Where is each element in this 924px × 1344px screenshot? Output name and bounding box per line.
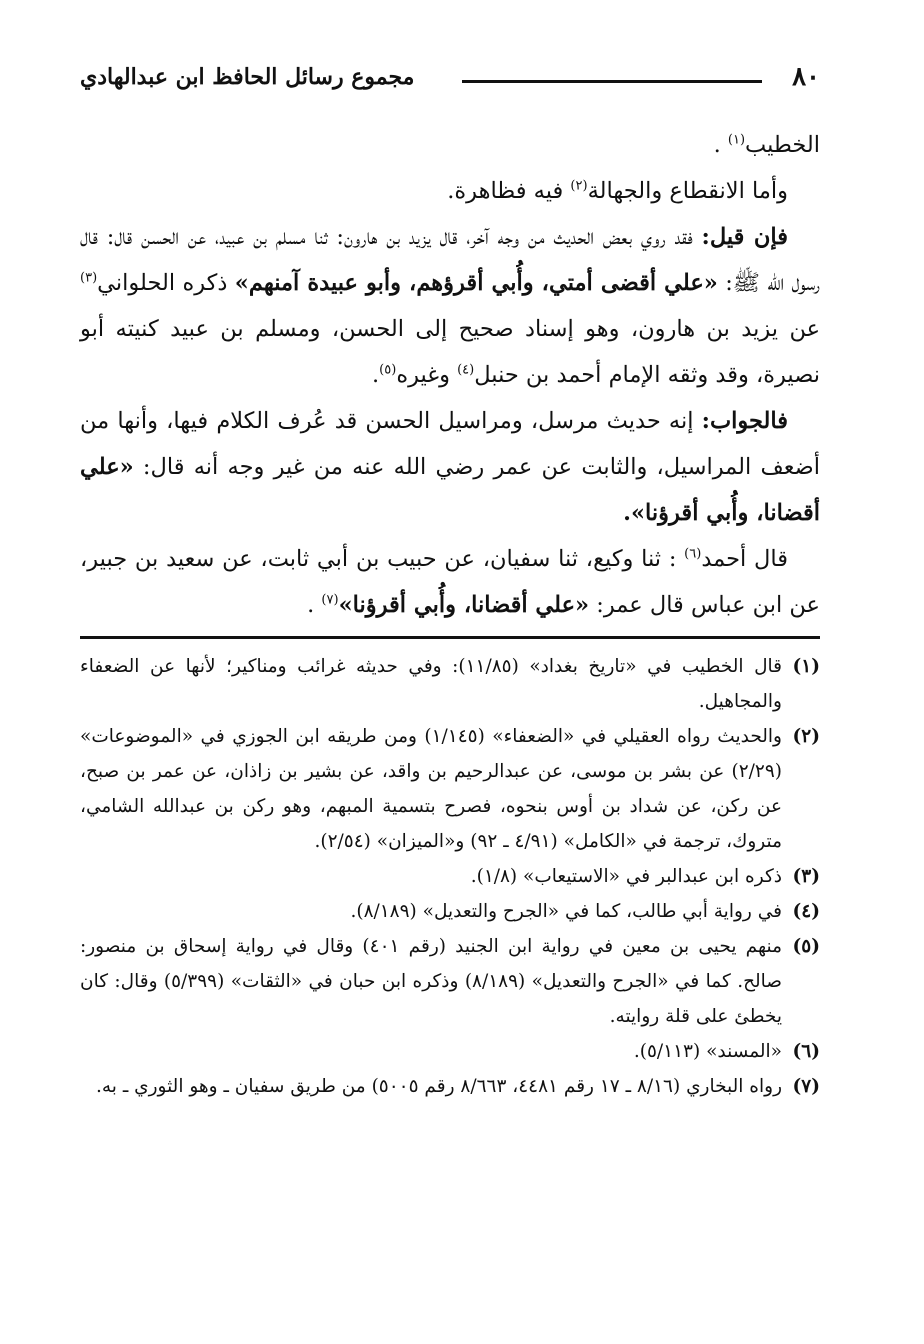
footnote-number: (٦) (792, 1041, 820, 1062)
footnote-ref: (٥) (379, 362, 397, 378)
footnote (80, 719, 820, 859)
footnote-text: «المسند» (٥/١١٣). (633, 1041, 782, 1062)
footnote (80, 859, 820, 894)
footnote (80, 929, 820, 1034)
footnote-text: قال الخطيب في «تاريخ بغداد» (١١/٨٥): وفي حديثه غرائب ومناكير؛ لأنها عن الضعفاء والمجاهيل. (80, 656, 782, 712)
footnote-text: في رواية أبي طالب، كما في «الجرح والتعديل» (٨/١٨٩). (350, 901, 782, 922)
footnote (80, 894, 820, 929)
footnote-text: والحديث رواه العقيلي في «الضعفاء» (١/١٤٥) ومن طريقه ابن الجوزي في «الموضوعات» (٢/٢٩) عن بشر بن موسى، عن عبدالرحيم بن واقد، عن بشير بن زاذان، عن عمر بن صبح، عن ركن، عن شداد بن أوس بنحوه، فصرح بتسمية المبهم، وهو ركن بن عبدالله الشامي، متروك، ترجمة في «الكامل» (٤/٩١ ـ ٩٢) و«الميزان» (٢/٥٤). (80, 726, 782, 852)
footnote-ref: (٤) (457, 362, 475, 378)
hadith-quote: «علي أقضانا، وأُبي أقرؤنا» (338, 592, 590, 618)
running-title: مجموع رسائل الحافظ ابن عبدالهادي (80, 64, 415, 90)
footnotes (80, 649, 820, 1104)
text: ذكره الحلواني (97, 270, 235, 296)
footnote-ref: (١) (727, 132, 746, 148)
hadith-quote: «علي أقضى أمتي، وأُبي أقرؤهم، وأبو عبيدة آمنهم» (234, 270, 718, 296)
lead-word: فإن قيل: (701, 224, 788, 250)
text: قال أحمد (701, 546, 789, 572)
footnote (80, 649, 820, 719)
footnote-number: (٤) (792, 901, 820, 922)
lead-word: فالجواب: (701, 408, 788, 434)
text: وأما الانقطاع والجهالة (587, 178, 788, 204)
hadith-quote: «علي أقضانا، وأُبي أقرؤنا». (80, 454, 820, 526)
footnote-ref: (٢) (570, 178, 588, 194)
text: الخطيب (745, 132, 820, 158)
text: وغيره (396, 362, 458, 388)
text: فيه فظاهرة. (447, 178, 571, 204)
footnote-text: رواه البخاري (٨/١٦ ـ ١٧ رقم ٤٤٨١، ٨/٦٦٣ رقم ٥٠٠٥) من طريق سفيان ـ وهو الثوري ـ به. (96, 1076, 782, 1097)
page-number: ٨٠ (792, 62, 820, 92)
header-rule (462, 80, 762, 83)
footnote-text: ذكره ابن عبدالبر في «الاستيعاب» (١/٨). (470, 866, 782, 887)
footnote-number: (٥) (792, 936, 820, 957)
paragraph-1 (80, 122, 820, 168)
paragraph-3 (80, 214, 820, 398)
footnote-number: (١) (792, 656, 820, 677)
text: عن يزيد بن هارون، وهو إسناد صحيح إلى الحسن، ومسلم بن عبيد كنيته أبو نصيرة، وقد وثقه الإمام أحمد بن حنبل (80, 316, 820, 388)
text: فقد روي بعض الحديث من وجه آخر، قال يزيد بن هارون: ثنا مسلم بن عبيد، عن الحسن قال: قال رسول الله ﷺ: (80, 224, 821, 296)
paragraph-5 (80, 536, 820, 628)
footnote-number: (٢) (792, 726, 820, 747)
text: إنه حديث مرسل، ومراسيل الحسن قد عُرف الكلام فيها، وأنها من أضعف المراسيل، والثابت عن عمر رضي الله عنه من غير وجه أنه قال: (80, 408, 820, 480)
footnote-ref: (٦) (684, 546, 702, 562)
paragraph-2 (80, 168, 820, 214)
footnote-ref: (٧) (321, 592, 339, 608)
footnote-number: (٣) (792, 866, 820, 887)
footnote (80, 1034, 820, 1069)
document-page (80, 60, 820, 1104)
footnote-number: (٧) (792, 1076, 820, 1097)
footnote-text: منهم يحيى بن معين في رواية ابن الجنيد (رقم ٤٠١) وقال في رواية إسحاق بن منصور: صالح. كما في «الجرح والتعديل» (٨/١٨٩) وذكره ابن حبان في «الثقات» (٥/٣٩٩) وقال: كان يخطئ على قلة روايته. (80, 936, 782, 1027)
main-text (80, 122, 820, 628)
footnote (80, 1069, 820, 1104)
paragraph-4 (80, 398, 820, 536)
footnote-ref: (٣) (80, 270, 98, 286)
text: . (372, 362, 380, 388)
page-header (80, 60, 820, 100)
text: : ثنا وكيع، ثنا سفيان، عن حبيب بن أبي ثابت، عن سعيد بن جبير، عن ابن عباس قال عمر: (80, 546, 820, 618)
text: . (713, 132, 728, 158)
footnote-separator (80, 636, 820, 639)
text: . (307, 592, 322, 618)
